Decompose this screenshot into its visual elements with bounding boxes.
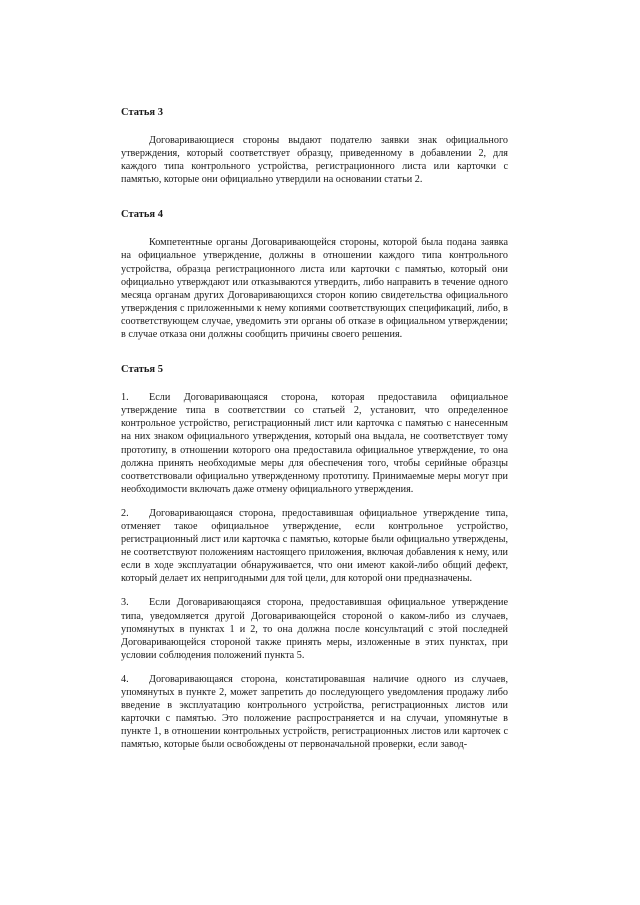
article-heading: Статья 5 [121, 364, 163, 376]
paragraph-text: Договаривающаяся сторона, констатировавшая наличие одного из случаев, упомянутых в пункте 2, может запретить до последующего уведомления продажу либо введение в эксплуатацию контрольного устройства, регистрационных листов или карточки с памятью. Это положение распространяется и на случаи, упомянутые в пункте 1, в отношении контрольных устройств, регистрационных листов или карточек с памятью, которые были освобождены от первоначальной проверки, если завод- [121, 673, 508, 751]
paragraph-number: 3. [121, 597, 129, 609]
article-heading: Статья 3 [121, 107, 163, 118]
article-heading: Статья 4 [121, 209, 163, 221]
paragraph-text: Если Договаривающаяся сторона, которая предоставила официальное утверждение типа в соответствии со статьей 2, установит, что определенное контрольное устройство, регистрационный лист или карточка с памятью с нанесенным на них знаком официального утверждения, который она выдала, не соответствует тому прототипу, в отношении которого она предоставила официальное утверждение, то она должна принять необходимые меры для обеспечения того, чтобы серийные образцы соответствовали официально утвержденному прототипу. Принимаемые меры могут при необходимости включать даже отмену официального утверждения. [121, 392, 508, 495]
article-3 [121, 106, 508, 186]
paragraph-number: 2. [121, 507, 129, 519]
numbered-paragraph [121, 507, 508, 586]
paragraph-number: 1. [121, 392, 129, 404]
paragraph-text: Если Договаривающаяся сторона, предоставившая официальное утверждение типа, уведомляется другой Договаривающейся стороной о каком-либо из случаев, упомянутых в пунктах 1 и 2, то она должна после консультаций с этой последней Договаривающейся стороной также принять меры, изложенные в этих пунктах, при условии соблюдения положений пункта 5. [121, 597, 508, 661]
paragraph-number: 4. [121, 673, 129, 685]
numbered-paragraph [121, 391, 508, 496]
article-paragraph: Договаривающиеся стороны выдают подателю заявки знак официального утверждения, который соответствует образцу, приведенному в добавлении 2, для каждого типа контрольного устройства, регистрационного листа или карточки с памятью, которые они официально утвердили на основании статьи 2. [121, 135, 508, 186]
numbered-paragraph [121, 673, 508, 752]
article-5 [121, 363, 508, 751]
article-4 [121, 208, 508, 341]
paragraph-text: Договаривающаяся сторона, предоставившая официальное утверждение типа, отменяет такое официальное утверждение, если контрольное устройство, регистрационный лист или карточка с памятью, которые были официально утверждены, не соответствуют положениям настоящего приложения, включая добавления к нему, или если в ходе эксплуатации обнаруживается, что они имеют какой-либо общий дефект, который делает их непригодными для той цели, для которой они предназначены. [121, 507, 508, 585]
document-body [121, 106, 508, 762]
numbered-paragraph [121, 596, 508, 661]
article-paragraph: Компетентные органы Договаривающейся стороны, которой была подана заявка на официальное утверждение, должны в отношении каждого типа контрольного устройства, образца регистрационного листа или карточки с памятью, который они официально утверждают или отказываются утвердить, либо направить в течение одного месяца органам других Договаривающихся сторон копию свидетельства официального утверждения с приложенными к нему копиями соответствующих спецификаций, либо, в соответствующем случае, уведомить эти органы об отказе в официальном утверждении; в случае отказа они должны сообщить причины своего решения. [121, 237, 508, 341]
